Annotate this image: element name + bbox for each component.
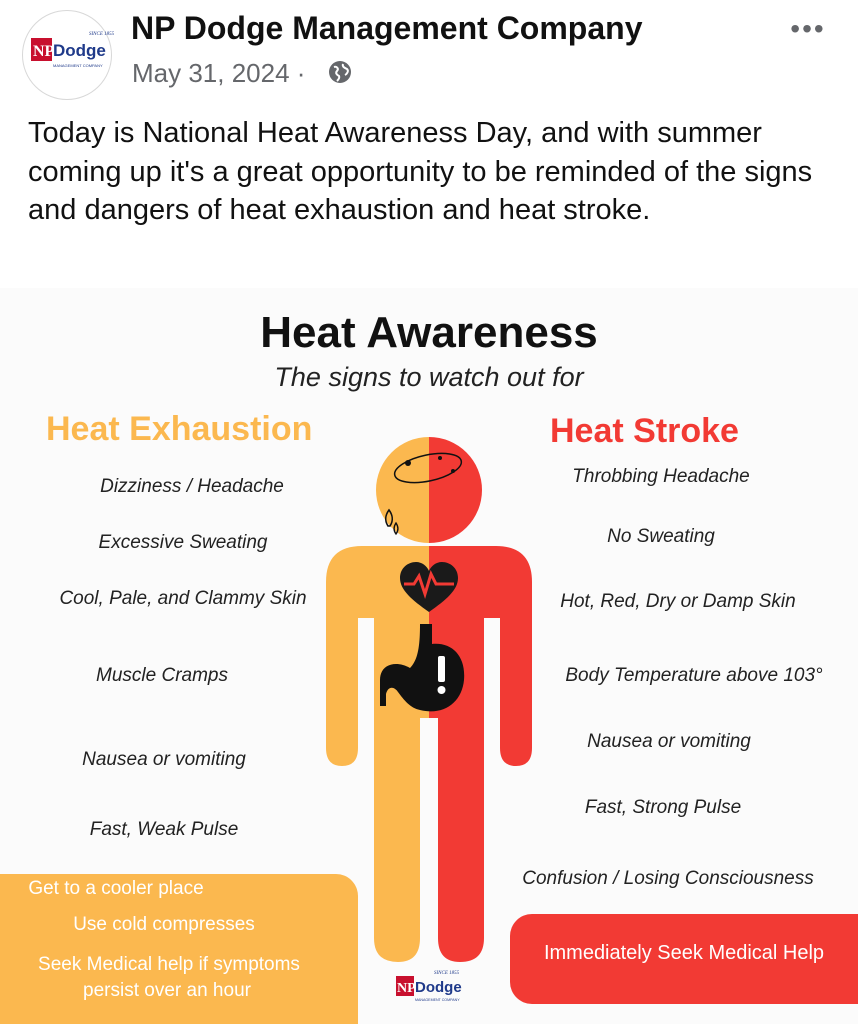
exhaustion-symptom: Cool, Pale, and Clammy Skin (59, 588, 307, 609)
page-avatar[interactable] (22, 10, 115, 100)
advice-line: Use cold compresses (73, 914, 255, 935)
advice-line: Get to a cooler place (28, 878, 204, 899)
head (376, 437, 482, 543)
svg-text:SINCE 1855: SINCE 1855 (89, 32, 115, 37)
stroke-symptom: Confusion / Losing Consciousness (522, 868, 814, 889)
seek-medical-help-text: Immediately Seek Medical Help (543, 942, 825, 964)
exhaustion-symptom: Nausea or vomiting (82, 749, 246, 770)
infographic-subtitle: The signs to watch out for (274, 362, 584, 392)
stroke-symptom: Fast, Strong Pulse (584, 797, 742, 818)
post-text: Today is National Heat Awareness Day, and with summer coming up it's a great opportunity to be reminded of the signs and dangers of heat exhaustion and heat stroke. (28, 117, 813, 226)
np-dodge-logo (23, 11, 115, 99)
heat-stroke-title: Heat Stroke (550, 412, 739, 450)
exhaustion-symptom: Fast, Weak Pulse (89, 819, 239, 840)
svg-text:MANAGEMENT COMPANY: MANAGEMENT COMPANY (53, 63, 103, 68)
stroke-symptom: Body Temperature above 103° (565, 665, 823, 686)
stroke-symptom: Nausea or vomiting (587, 731, 751, 752)
globe-icon (328, 60, 352, 84)
post-date[interactable]: May 31, 2024 · (132, 58, 306, 88)
exhaustion-symptom: Muscle Cramps (96, 665, 228, 686)
exhaustion-symptom: Excessive Sweating (98, 532, 268, 553)
svg-text:MANAGEMENT COMPANY: MANAGEMENT COMPANY (415, 998, 460, 1002)
infographic-title: Heat Awareness (260, 308, 598, 357)
more-options-button[interactable]: ••• (790, 13, 826, 44)
advice-line: persist over an hour (83, 980, 251, 1001)
heat-exhaustion-title: Heat Exhaustion (46, 410, 313, 448)
stroke-symptom: Throbbing Headache (572, 466, 750, 487)
heat-awareness-infographic[interactable] (0, 288, 858, 1024)
svg-text:SINCE 1855: SINCE 1855 (434, 971, 460, 976)
svg-text:NP: NP (397, 981, 416, 996)
exhaustion-symptom: Dizziness / Headache (100, 476, 284, 497)
np-dodge-logo-small (394, 966, 470, 1010)
stroke-symptom: Hot, Red, Dry or Damp Skin (560, 591, 796, 612)
svg-text:NP: NP (33, 43, 55, 60)
page-name[interactable]: NP Dodge Management Company (131, 10, 643, 46)
advice-line: Seek Medical help if symptoms (38, 954, 300, 975)
exhaustion-advice-panel (0, 874, 358, 1024)
post-header (0, 0, 858, 110)
stroke-advice-panel (510, 914, 858, 1004)
svg-text:Dodge: Dodge (415, 979, 462, 996)
svg-text:Dodge: Dodge (53, 41, 106, 60)
stroke-symptom: No Sweating (607, 526, 715, 547)
